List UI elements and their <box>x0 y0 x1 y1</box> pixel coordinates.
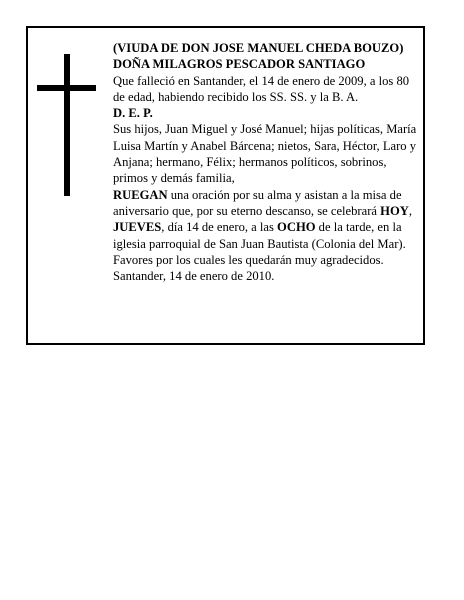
separator-comma: , <box>408 203 412 218</box>
family-list: Sus hijos, Juan Miguel y José Manuel; hijas políticas, María Luisa Martín y Anabel Bárcena; nietos, Sara, Héctor, Laro y Anjana; hermano, Félix; hermanos políticos, sobrinos, primos y demás familia, <box>113 122 417 186</box>
place-text: de la tarde, en la iglesia parroquial de San Juan Bautista (Colonia del Mar). Favores por los cuales les quedarán muy agradecidos. <box>113 220 406 267</box>
obituary-text-block <box>113 40 421 284</box>
widow-line: (VIUDA DE DON JOSE MANUEL CHEDA BOUZO) <box>113 41 404 55</box>
cross-icon-vertical-bar <box>64 54 70 196</box>
mass-request <box>113 187 421 268</box>
hour-bold: OCHO <box>277 220 316 235</box>
cross-icon-horizontal-bar <box>37 85 96 91</box>
date-text: , día 14 de enero, a las <box>161 220 278 235</box>
death-info: Que falleció en Santander, el 14 de enero de 2009, a los 80 de edad, habiendo recibido los SS. SS. y la B. A. <box>113 73 410 104</box>
today-bold: HOY <box>380 203 409 218</box>
rip-abbreviation: D. E. P. <box>113 106 153 121</box>
request-bold: RUEGAN <box>113 187 168 202</box>
request-text: una oración por su alma y asistan a la misa de aniversario que, por su eterno descanso, se celebrará <box>113 187 402 218</box>
signoff-line: Santander, 14 de enero de 2010. <box>113 269 275 284</box>
weekday-bold: JUEVES <box>113 220 162 235</box>
deceased-name: DOÑA MILAGROS PESCADOR SANTIAGO <box>113 57 366 72</box>
